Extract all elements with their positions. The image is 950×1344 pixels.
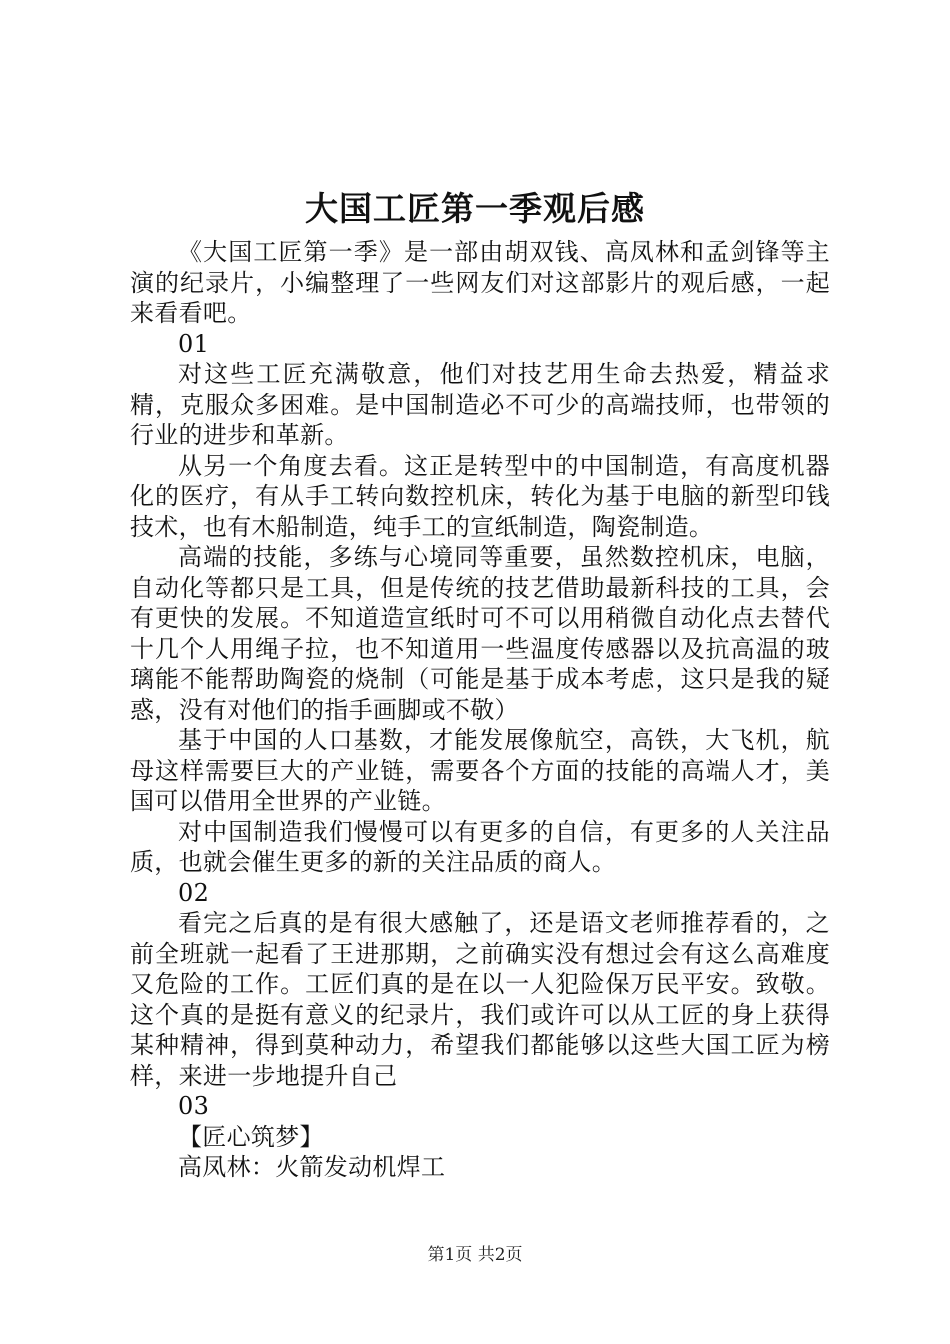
paragraph: 从另一个角度去看。这正是转型中的中国制造，有高度机器化的医疗，有从手工转向数控机床，转化为基于电脑的新型印钱技术，也有木船制造，纯手工的宣纸制造，陶瓷制造。 (130, 451, 830, 541)
paragraph: 看完之后真的是有很大感触了，还是语文老师推荐看的，之前全班就一起看了王进那期，之前确实没有想过会有这么高难度又危险的工作。工匠们真的是在以一人犯险保万民平安。致敬。这个真的是挺有意义的纪录片，我们或许可以从工匠的身上获得某种精神，得到莫种动力，希望我们都能够以这些大国工匠为榜样，来进一步地提升自己 (130, 909, 830, 1090)
document-body (130, 237, 830, 1183)
paragraph: 对这些工匠充满敬意，他们对技艺用生命去热爱，精益求精，克服众多困难。是中国制造必不可少的高端技师，也带领的行业的进步和革新。 (130, 360, 830, 449)
paragraph: 高凤林：火箭发动机焊工 (178, 1153, 446, 1181)
document-title: 大国工匠第一季观后感 (305, 189, 645, 228)
paragraph: 对中国制造我们慢慢可以有更多的自信，有更多的人关注品质，也就会催生更多的新的关注品质的商人。 (130, 817, 830, 876)
paragraph: 基于中国的人口基数，才能发展像航空，高铁，大飞机，航母这样需要巨大的产业链，需要各个方面的技能的高端人才，美国可以借用全世界的产业链。 (130, 726, 830, 815)
page-footer: 第1页 共2页 (427, 1245, 523, 1265)
paragraph-intro: 《大国工匠第一季》是一部由胡双钱、高凤林和孟剑锋等主演的纪录片，小编整理了一些网友们对这部影片的观后感，一起来看看吧。 (130, 238, 830, 327)
section-number-02: 02 (178, 878, 210, 907)
section-number-03: 03 (178, 1092, 210, 1120)
section-heading: 【匠心筑梦】 (178, 1122, 324, 1151)
section-number-01: 01 (178, 329, 210, 358)
paragraph: 高端的技能，多练与心境同等重要，虽然数控机床，电脑，自动化等都只是工具，但是传统的技艺借助最新科技的工具，会有更快的发展。不知道造宣纸时可不可以用稍微自动化点去替代十几个人用绳子拉，也不知道用一些温度传感器以及抗高温的玻璃能不能帮助陶瓷的烧制（可能是基于成本考虑，这只是我的疑惑，没有对他们的指手画脚或不敬） (130, 543, 830, 724)
